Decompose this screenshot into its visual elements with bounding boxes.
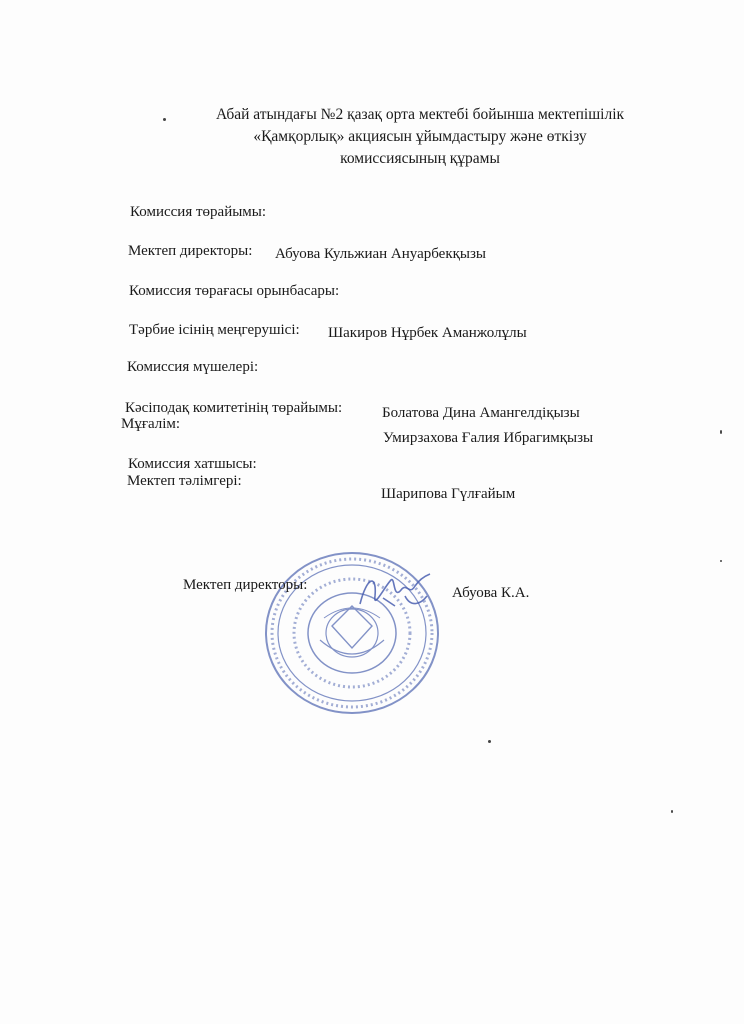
union-label: Кәсіподақ комитетінің төрайымы: bbox=[125, 400, 343, 416]
signature-label: Мектеп директоры: bbox=[183, 577, 308, 593]
director-name: Абуова Кульжиан Ануарбекқызы bbox=[275, 246, 486, 262]
deputy-heading: Комиссия төрағасы орынбасары: bbox=[129, 283, 340, 299]
members-heading: Комиссия мүшелері: bbox=[127, 359, 259, 375]
scan-speck bbox=[720, 430, 722, 434]
director-label: Мектеп директоры: bbox=[128, 243, 253, 259]
title-line-2: «Қамқорлық» акциясын ұйымдастыру және өткізу bbox=[253, 128, 587, 145]
teacher-name: Умирзахова Ғалия Ибрагимқызы bbox=[383, 430, 594, 446]
signature-name: Абуова К.А. bbox=[452, 585, 530, 601]
mentor-name: Шарипова Гүлғайым bbox=[381, 486, 516, 502]
title-line-3: комиссиясының құрамы bbox=[340, 150, 500, 167]
document-title bbox=[150, 104, 690, 170]
scan-speck bbox=[163, 118, 166, 121]
scan-speck bbox=[671, 810, 673, 813]
mentor-label: Мектеп тәлімгері: bbox=[127, 473, 242, 489]
education-label: Тәрбие ісінің меңгерушісі: bbox=[129, 322, 300, 338]
union-name: Болатова Дина Амангелдіқызы bbox=[382, 405, 580, 421]
scan-speck bbox=[488, 740, 491, 743]
teacher-label: Мұғалім: bbox=[121, 416, 181, 432]
title-line-1: Абай атындағы №2 қазақ орта мектебі бойынша мектепішілік bbox=[215, 106, 625, 123]
director-signature bbox=[355, 566, 435, 616]
education-name: Шакиров Нұрбек Аманжолұлы bbox=[328, 325, 527, 341]
chair-heading: Комиссия төрайымы: bbox=[130, 204, 267, 220]
scan-speck bbox=[720, 560, 722, 562]
secretary-heading: Комиссия хатшысы: bbox=[128, 456, 257, 472]
